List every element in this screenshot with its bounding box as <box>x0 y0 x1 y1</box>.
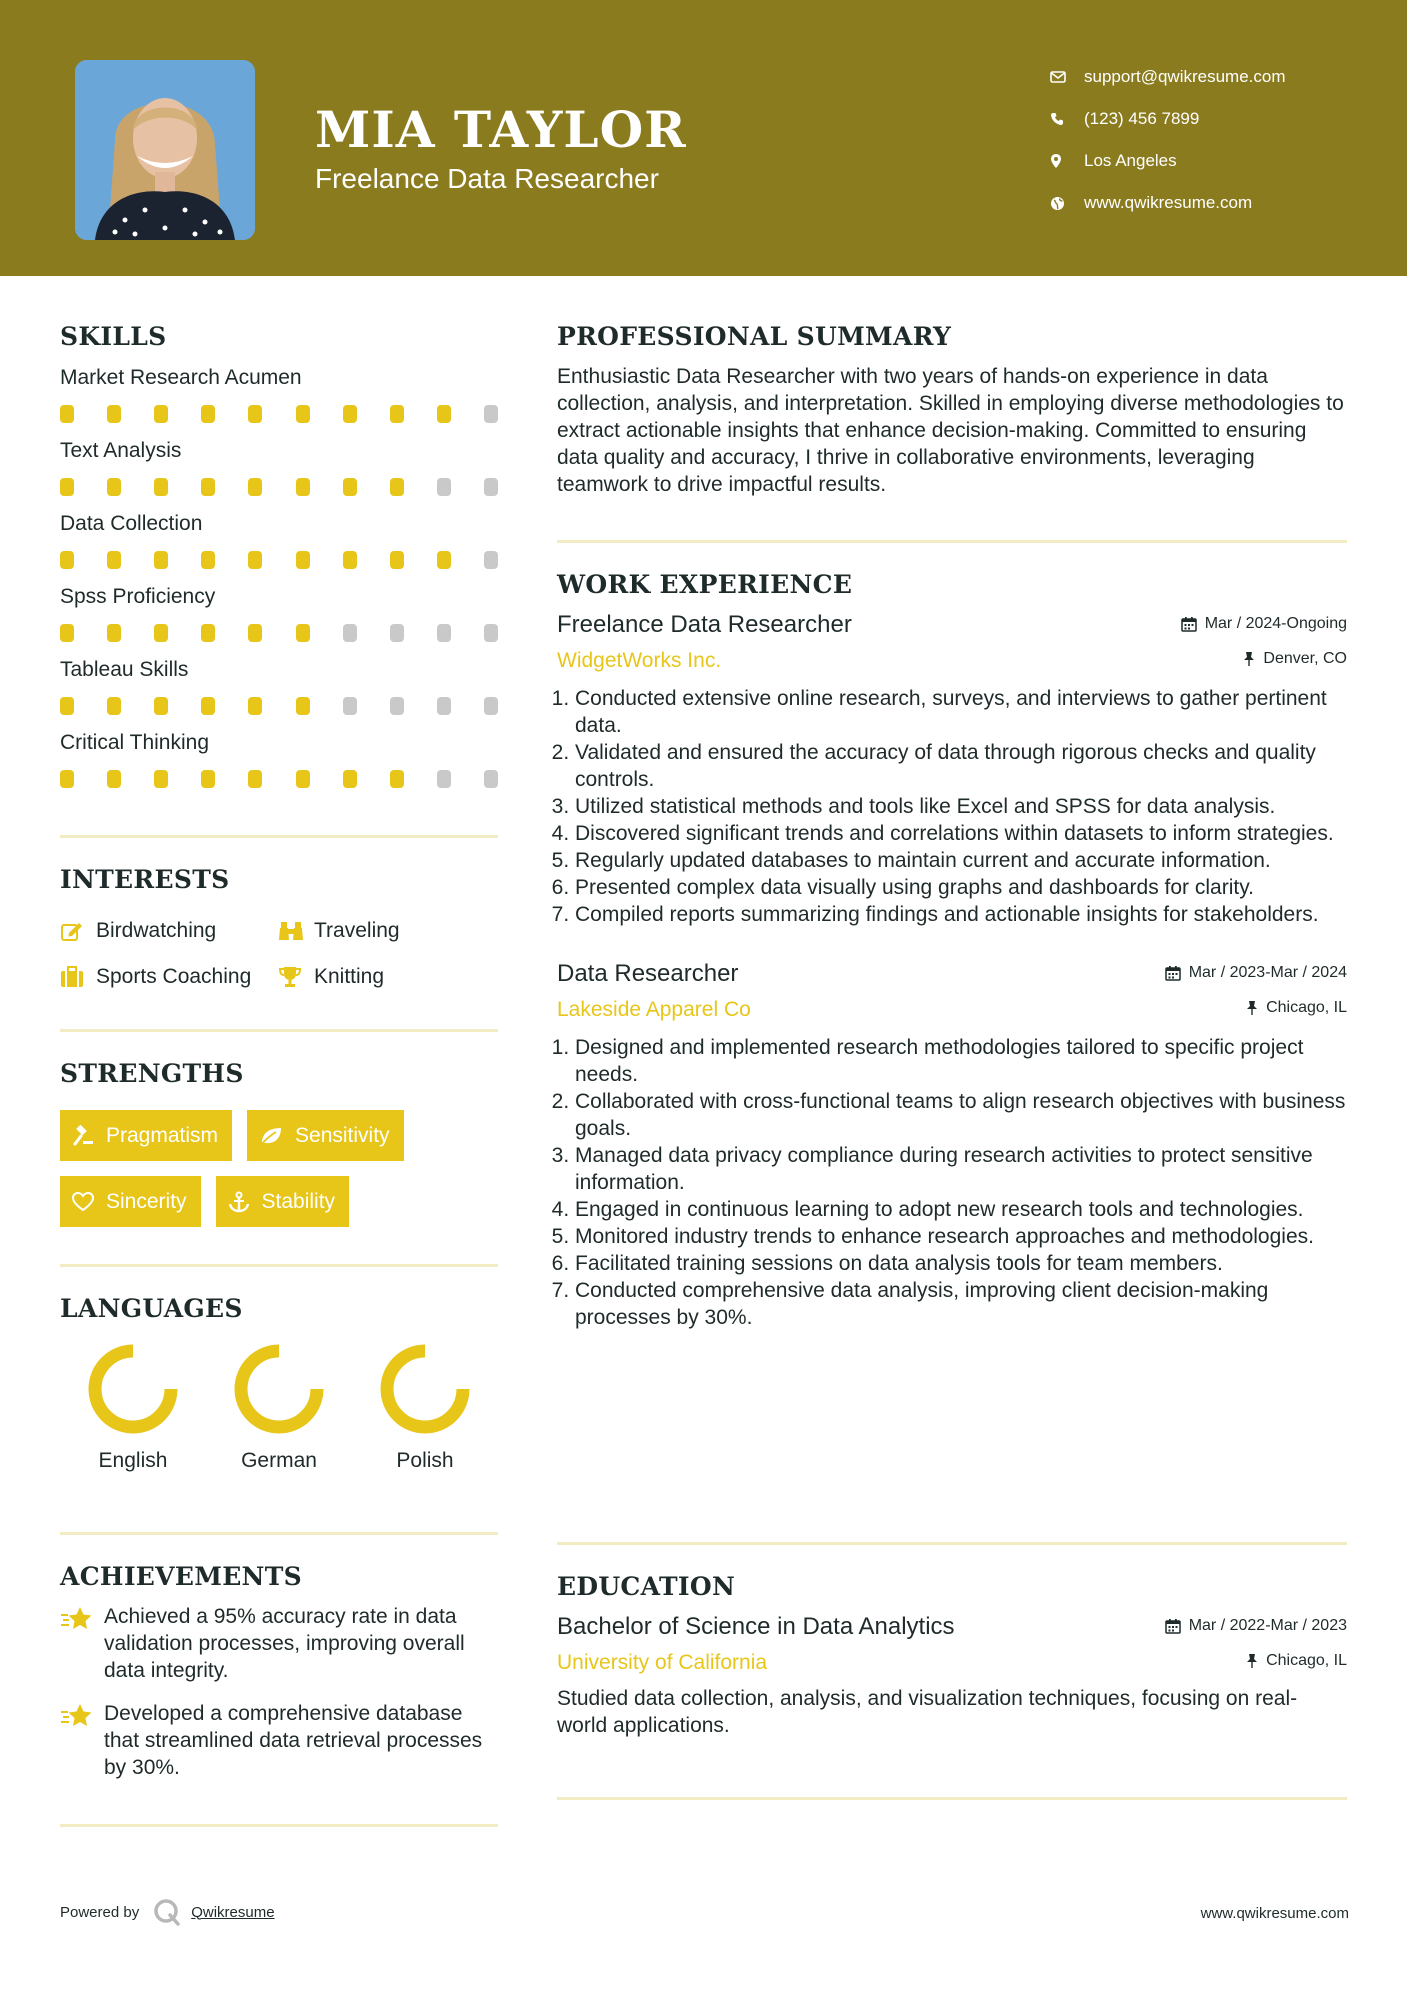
education-section <box>557 1572 1347 1739</box>
education-dates <box>1165 1617 1347 1635</box>
job-location <box>1243 650 1347 668</box>
contact-location <box>1050 140 1380 182</box>
skill-dot-filled <box>201 405 215 423</box>
star-icon <box>60 1603 104 1684</box>
skill-item <box>60 655 498 728</box>
skill-rating <box>60 399 498 437</box>
skill-item <box>60 363 498 436</box>
job-location-text: Denver, CO <box>1263 650 1347 667</box>
skill-item <box>60 728 498 801</box>
skill-label: Spss Proficiency <box>60 585 216 608</box>
divider <box>60 1824 498 1827</box>
interest-label: Birdwatching <box>96 919 217 942</box>
contact-list <box>1050 56 1380 224</box>
skill-rating <box>60 618 498 656</box>
company-name: WidgetWorks Inc. <box>557 649 722 672</box>
skill-dot-empty <box>437 697 451 715</box>
skill-dot-filled <box>296 624 310 642</box>
education-description: Studied data collection, analysis, and visualization techniques, focusing on real-world applications. <box>557 1687 1298 1737</box>
interest-item <box>278 960 498 994</box>
job-bullet: 4. Engaged in continuous learning to adopt new research tools and technologies. <box>575 1196 1347 1223</box>
divider <box>557 1797 1347 1800</box>
skill-dot-filled <box>390 551 404 569</box>
skill-dot-filled <box>248 551 262 569</box>
contact-email-text: support@qwikresume.com <box>1084 67 1286 86</box>
skill-rating <box>60 764 498 802</box>
language-gauge <box>231 1341 327 1437</box>
language-item <box>206 1341 352 1473</box>
degree-title: Bachelor of Science in Data Analytics <box>557 1613 955 1640</box>
skill-dot-filled <box>60 770 74 788</box>
skill-dot-empty <box>437 624 451 642</box>
skill-dot-empty <box>343 624 357 642</box>
strength-chip <box>60 1176 201 1227</box>
skill-dot-filled <box>296 551 310 569</box>
binoculars-icon <box>278 920 314 942</box>
strength-chip <box>247 1110 404 1161</box>
interests-heading: INTERESTS <box>60 865 230 894</box>
job-bullet: 1. Designed and implemented research methodologies tailored to specific project needs. <box>575 1034 1347 1088</box>
divider <box>60 1029 498 1032</box>
skill-dot-filled <box>60 624 74 642</box>
interest-item <box>60 960 278 994</box>
language-item <box>60 1341 206 1473</box>
globe-icon <box>1050 196 1084 211</box>
heart-icon <box>72 1192 94 1212</box>
interest-label: Sports Coaching <box>96 965 252 988</box>
job-dates <box>1165 964 1347 982</box>
achievement-item <box>60 1603 498 1684</box>
education-dates-text: Mar / 2022-Mar / 2023 <box>1188 1617 1347 1634</box>
achievement-text: Developed a comprehensive database that streamlined data retrieval processes by 30%. <box>104 1702 483 1779</box>
job-location-text: Chicago, IL <box>1266 999 1347 1016</box>
summary-heading: PROFESSIONAL SUMMARY <box>557 322 952 351</box>
skill-dot-empty <box>484 405 498 423</box>
languages-list <box>60 1341 498 1473</box>
languages-section <box>60 1294 498 1473</box>
skills-heading: SKILLS <box>60 322 167 351</box>
skill-dot-filled <box>437 551 451 569</box>
job-bullet: 1. Conducted extensive online research, surveys, and interviews to gather pertinent data. <box>575 685 1347 739</box>
education-subheader <box>557 1651 1347 1675</box>
skill-dot-filled <box>154 478 168 496</box>
skills-section <box>60 322 498 801</box>
skill-dot-filled <box>154 405 168 423</box>
strengths-heading: STRENGTHS <box>60 1059 244 1088</box>
skill-dot-filled <box>343 478 357 496</box>
language-label: German <box>241 1449 317 1472</box>
contact-phone[interactable] <box>1050 98 1380 140</box>
skill-dot-filled <box>154 624 168 642</box>
skill-dot-filled <box>107 478 121 496</box>
skill-label: Data Collection <box>60 512 203 535</box>
job-bullet: 6. Presented complex data visually using graphs and dashboards for clarity. <box>575 874 1347 901</box>
education-heading: EDUCATION <box>557 1572 736 1601</box>
skill-dot-empty <box>484 478 498 496</box>
strength-chip <box>60 1110 232 1161</box>
achievement-text: Achieved a 95% accuracy rate in data validation processes, improving overall data integrity. <box>104 1605 465 1682</box>
summary-section <box>557 322 1347 498</box>
education-header <box>557 1613 1347 1641</box>
skill-dot-filled <box>107 551 121 569</box>
skill-dot-filled <box>60 405 74 423</box>
skill-dot-empty <box>484 624 498 642</box>
interest-label: Knitting <box>314 965 385 988</box>
skill-dot-filled <box>201 478 215 496</box>
skill-dot-filled <box>296 697 310 715</box>
job-header <box>557 611 1347 639</box>
qwikresume-link[interactable]: Qwikresume <box>191 1903 275 1921</box>
job-bullet: 2. Collaborated with cross-functional teams to align research objectives with business goals. <box>575 1088 1347 1142</box>
pushpin-icon <box>1246 1000 1258 1016</box>
job-subheader <box>557 998 1347 1022</box>
skill-label: Market Research Acumen <box>60 366 302 389</box>
job-header <box>557 960 1347 988</box>
skill-dot-empty <box>343 697 357 715</box>
achievement-item <box>60 1700 498 1781</box>
anchor-icon <box>228 1191 250 1213</box>
skill-dot-filled <box>107 770 121 788</box>
skill-item <box>60 582 498 655</box>
contact-phone-text: (123) 456 7899 <box>1084 109 1200 128</box>
skill-dot-filled <box>248 624 262 642</box>
skill-dot-filled <box>201 551 215 569</box>
skill-dot-filled <box>248 478 262 496</box>
language-gauge-arc <box>387 1351 463 1427</box>
strengths-list <box>60 1110 498 1227</box>
job-title: Freelance Data Researcher <box>557 611 852 638</box>
skill-dot-filled <box>201 697 215 715</box>
skill-dot-filled <box>248 405 262 423</box>
skill-dot-filled <box>437 405 451 423</box>
calendar-icon <box>1165 1618 1181 1634</box>
job-entry <box>557 611 1347 928</box>
job-entry <box>557 960 1347 1331</box>
footer-website[interactable]: www.qwikresume.com <box>1200 1905 1349 1922</box>
skill-dot-filled <box>296 478 310 496</box>
language-gauge <box>377 1341 473 1437</box>
education-location <box>1246 1652 1347 1670</box>
language-gauge-arc <box>241 1351 317 1427</box>
experience-section <box>557 570 1347 1331</box>
interest-item <box>278 914 498 948</box>
language-label: English <box>98 1449 168 1472</box>
job-subheader <box>557 649 1347 673</box>
trophy-icon <box>278 966 314 988</box>
divider <box>60 1264 498 1267</box>
leaf-icon <box>259 1126 283 1146</box>
job-bullets <box>557 685 1347 928</box>
powered-by-label: Powered by <box>60 1903 140 1921</box>
skill-dot-filled <box>201 770 215 788</box>
strength-label: Sensitivity <box>295 1123 390 1147</box>
job-bullet: 5. Regularly updated databases to maintain current and accurate information. <box>575 847 1347 874</box>
strength-label: Pragmatism <box>106 1123 219 1147</box>
skill-label: Critical Thinking <box>60 731 209 754</box>
star-icon <box>60 1700 104 1781</box>
divider <box>557 1542 1347 1545</box>
summary-text: Enthusiastic Data Researcher with two years of hands-on experience in data collection, analysis, and interpretation. Skilled in employing diverse methodologies to extract actionable insights that enhance decision-making. Committed to ensuring data quality and accuracy, I thrive in collaborative environments, leveraging teamwork to drive impactful results. <box>557 365 1344 496</box>
contact-email[interactable] <box>1050 56 1380 98</box>
job-bullet: 6. Facilitated training sessions on data analysis tools for team members. <box>575 1250 1347 1277</box>
contact-location-text: Los Angeles <box>1084 151 1177 170</box>
achievements-heading: ACHIEVEMENTS <box>60 1562 302 1591</box>
phone-icon <box>1050 112 1084 126</box>
skill-dot-filled <box>154 551 168 569</box>
skill-dot-empty <box>437 770 451 788</box>
interest-label: Traveling <box>314 919 400 942</box>
job-dates-text: Mar / 2023-Mar / 2024 <box>1188 964 1347 981</box>
skill-dot-filled <box>60 551 74 569</box>
skill-dot-empty <box>484 551 498 569</box>
job-bullet: 4. Discovered significant trends and correlations within datasets to inform strategies. <box>575 820 1347 847</box>
skill-dot-filled <box>390 405 404 423</box>
skill-dot-empty <box>484 697 498 715</box>
skill-rating <box>60 545 498 583</box>
skill-dot-filled <box>107 697 121 715</box>
strength-chip <box>216 1176 350 1227</box>
skill-dot-empty <box>484 770 498 788</box>
skill-dot-filled <box>248 697 262 715</box>
skill-dot-filled <box>390 478 404 496</box>
pushpin-icon <box>1243 651 1255 667</box>
skill-label: Text Analysis <box>60 439 182 462</box>
divider <box>60 835 498 838</box>
skill-dot-filled <box>154 770 168 788</box>
strengths-section <box>60 1059 498 1227</box>
school-name: University of California <box>557 1651 768 1674</box>
skill-dot-filled <box>107 624 121 642</box>
experience-heading: WORK EXPERIENCE <box>557 570 853 599</box>
skill-rating <box>60 472 498 510</box>
job-dates <box>1181 615 1347 633</box>
job-title: Data Researcher <box>557 960 739 987</box>
skill-dot-filled <box>60 478 74 496</box>
job-dates-text: Mar / 2024-Ongoing <box>1204 615 1347 632</box>
skill-label: Tableau Skills <box>60 658 189 681</box>
strength-label: Sincerity <box>106 1189 187 1213</box>
skill-dot-empty <box>390 697 404 715</box>
job-bullet: 3. Utilized statistical methods and tools like Excel and SPSS for data analysis. <box>575 793 1347 820</box>
skill-dot-empty <box>390 624 404 642</box>
interest-item <box>60 914 278 948</box>
divider <box>60 1532 498 1535</box>
pencil-square-icon <box>60 920 96 942</box>
language-item <box>352 1341 498 1473</box>
skill-dot-filled <box>107 405 121 423</box>
interests-section <box>60 865 498 994</box>
skill-dot-filled <box>296 770 310 788</box>
contact-website[interactable] <box>1050 182 1380 224</box>
skill-dot-filled <box>60 697 74 715</box>
skill-dot-filled <box>154 697 168 715</box>
candidate-name: MIA TAYLOR <box>315 100 687 159</box>
achievements-section <box>60 1562 498 1781</box>
skill-dot-filled <box>201 624 215 642</box>
education-location-text: Chicago, IL <box>1266 1652 1347 1669</box>
calendar-icon <box>1181 616 1197 632</box>
qwikresume-logo-icon <box>153 1898 181 1926</box>
profile-photo <box>75 60 255 240</box>
skills-list <box>60 363 498 801</box>
skill-dot-filled <box>343 770 357 788</box>
job-bullet: 7. Compiled reports summarizing findings and actionable insights for stakeholders. <box>575 901 1347 928</box>
skill-dot-filled <box>343 405 357 423</box>
skill-dot-filled <box>390 770 404 788</box>
contact-website-text: www.qwikresume.com <box>1084 193 1253 212</box>
skill-item <box>60 436 498 509</box>
briefcase-icon <box>60 966 96 988</box>
job-bullet: 7. Conducted comprehensive data analysis, improving client decision-making processes by 30%. <box>575 1277 1347 1331</box>
skill-item <box>60 509 498 582</box>
skill-dot-filled <box>343 551 357 569</box>
candidate-title: Freelance Data Researcher <box>315 163 659 194</box>
footer-powered-by <box>60 1898 275 1926</box>
strength-label: Stability <box>261 1189 336 1213</box>
language-label: Polish <box>396 1449 454 1472</box>
pushpin-icon <box>1246 1653 1258 1669</box>
map-pin-icon <box>1050 153 1084 169</box>
envelope-icon <box>1050 70 1084 84</box>
language-gauge-arc <box>95 1351 171 1427</box>
job-bullet: 2. Validated and ensured the accuracy of data through rigorous checks and quality controls. <box>575 739 1347 793</box>
job-bullet: 3. Managed data privacy compliance during research activities to protect sensitive information. <box>575 1142 1347 1196</box>
language-gauge <box>85 1341 181 1437</box>
divider <box>557 540 1347 543</box>
job-bullet: 5. Monitored industry trends to enhance research approaches and methodologies. <box>575 1223 1347 1250</box>
company-name: Lakeside Apparel Co <box>557 998 751 1021</box>
interests-list <box>60 914 498 994</box>
languages-heading: LANGUAGES <box>60 1294 243 1323</box>
job-bullets <box>557 1034 1347 1331</box>
calendar-icon <box>1165 965 1181 981</box>
skill-dot-filled <box>248 770 262 788</box>
skill-dot-empty <box>437 478 451 496</box>
skill-dot-filled <box>296 405 310 423</box>
gavel-icon <box>72 1125 94 1147</box>
job-location <box>1246 999 1347 1017</box>
header-banner <box>0 0 1407 276</box>
skill-rating <box>60 691 498 729</box>
